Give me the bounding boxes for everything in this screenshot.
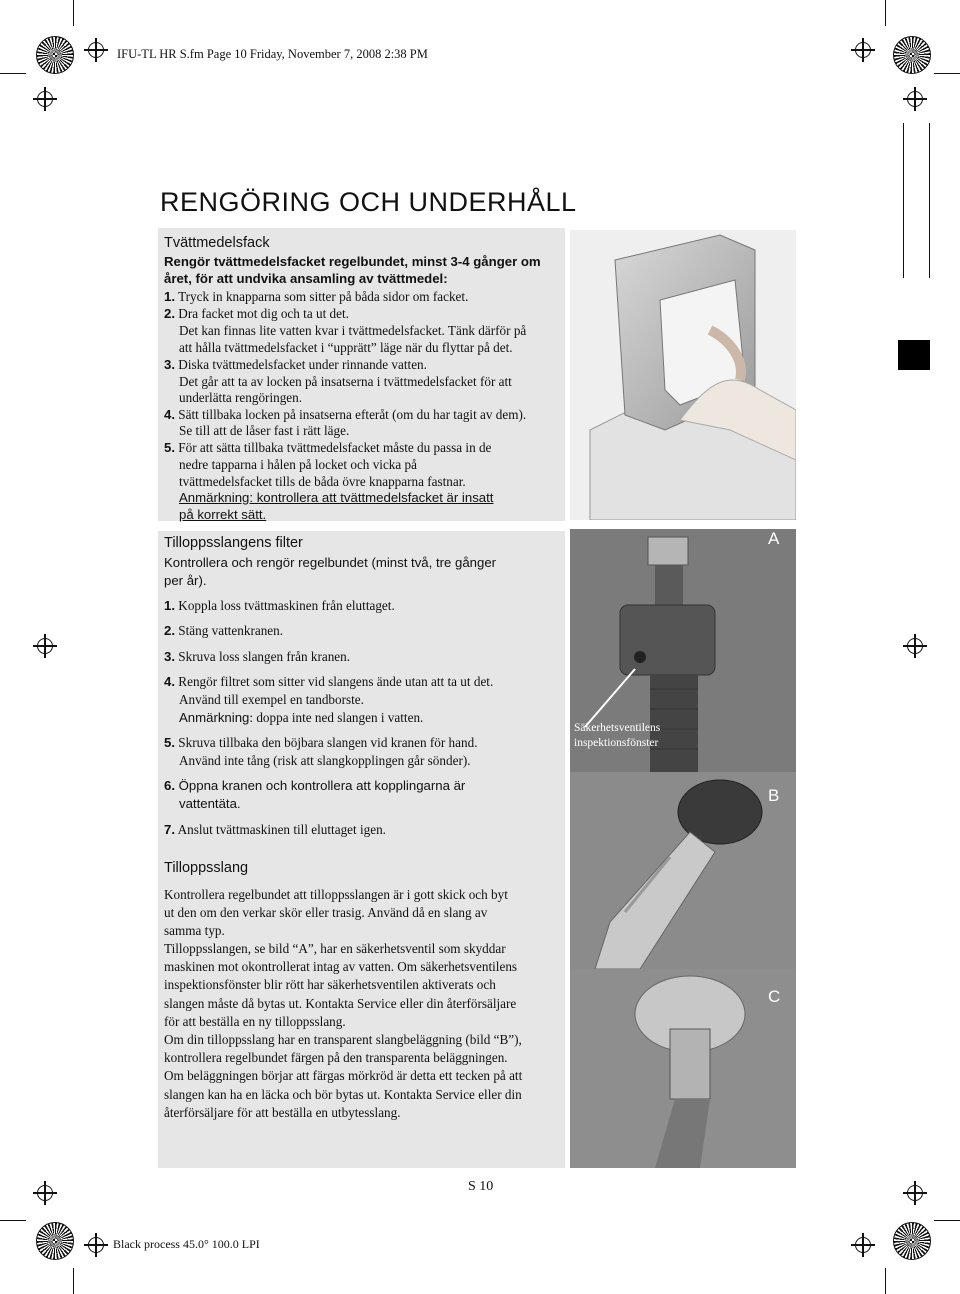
step-text: Det kan finnas lite vatten kvar i tvättmedelsfacket. Tänk därför på: [179, 323, 527, 338]
star-target-icon: [36, 1222, 74, 1260]
step-item: 5. För att sätta tillbaka tvättmedelsfacket måste du passa in de: [164, 440, 492, 455]
crop-line: [885, 0, 886, 26]
hose-end-photo: [570, 969, 796, 1168]
thumb-tab-line: [929, 123, 930, 278]
note-text: på korrekt sätt.: [179, 507, 267, 522]
body-text: ut den om den verkar skör eller trasig. Använd då en slang av: [164, 905, 488, 920]
step-note: Anmärkning: doppa inte ned slangen i vatten.: [179, 710, 424, 725]
body-text: slangen kan ha en läcka och bör bytas ut. Kontakta Service eller din: [164, 1087, 522, 1102]
hose-valve-photo: [570, 529, 796, 772]
step-item: 4. Sätt tillbaka locken på insatserna efteråt (om du har tagit av dem).: [164, 407, 527, 422]
washing-machine-illustration: [570, 230, 796, 520]
step-item: 2. Dra facket mot dig och ta ut det.: [164, 306, 349, 321]
hose-end-illustration: [570, 969, 796, 1168]
registration-mark-icon: [84, 38, 108, 62]
step-item: 2. Stäng vattenkranen.: [164, 623, 284, 638]
body-text: samma typ.: [164, 923, 225, 938]
thumb-index-tab: [898, 340, 930, 370]
section-heading: Tilloppsslang: [164, 860, 249, 876]
step-text: att hålla tvättmedelsfacket i “upprätt” läge när du flyttar på det.: [179, 340, 513, 355]
page-number: S 10: [468, 1179, 494, 1194]
body-text: kontrollera regelbundet färgen på den transparenta beläggningen.: [164, 1050, 508, 1065]
step-text: Det går att ta av locken på insatserna i tvättmedelsfacket för att: [179, 374, 512, 389]
step-text: Använd till exempel en tandborste.: [179, 692, 364, 707]
crop-line: [73, 0, 74, 26]
body-text: slangen måste då bytas ut. Kontakta Service eller din återförsäljare: [164, 996, 517, 1011]
registration-mark-icon: [33, 1181, 57, 1205]
step-text: Se till att de låser fast i rätt läge.: [179, 423, 350, 438]
hose-coating-illustration: [570, 772, 796, 969]
body-text: Om din tilloppsslang har en transparent slangbeläggning (bild “B”),: [164, 1032, 522, 1047]
step-item: 1. Tryck in knapparna som sitter på båda sidor om facket.: [164, 289, 469, 304]
body-text: Kontrollera regelbundet att tilloppsslangen är i gott skick och byt: [164, 887, 508, 902]
registration-mark-icon: [903, 634, 927, 658]
body-text: Tilloppsslangen, se bild “A”, har en säkerhetsventil som skyddar: [164, 941, 506, 956]
thumb-tab-line: [903, 123, 904, 278]
step-text: nedre tapparna i hålen på locket och vicka på: [179, 457, 417, 472]
figure-label: B: [768, 786, 780, 805]
step-text: vattentäta.: [179, 796, 241, 811]
crop-line: [885, 1268, 886, 1294]
body-text: återförsäljare för att beställa en utbytesslang.: [164, 1105, 401, 1120]
body-text: inspektionsfönster blir rött har säkerhetsventilen aktiverats och: [164, 977, 496, 992]
transparent-hose-photo: [570, 772, 796, 969]
intro-text: Kontrollera och rengör regelbundet (minst två, tre gånger: [164, 555, 497, 570]
star-target-icon: [36, 36, 74, 74]
note-text: Anmärkning: kontrollera att tvättmedelsfacket är insatt: [179, 490, 494, 505]
step-item: 4. Rengör filtret som sitter vid slangens ände utan att ta ut det.: [164, 674, 494, 689]
section-heading: Tvättmedelsfack: [164, 235, 270, 251]
intro-text: Rengör tvättmedelsfacket regelbundet, minst 3-4 gånger om: [164, 254, 541, 269]
intro-text: per år).: [164, 573, 207, 588]
registration-mark-icon: [903, 87, 927, 111]
registration-mark-icon: [903, 1181, 927, 1205]
figure-label: C: [768, 987, 781, 1006]
registration-mark-icon: [851, 38, 875, 62]
star-target-icon: [893, 1222, 931, 1260]
crop-line: [934, 73, 960, 74]
step-item: 5. Skruva tillbaka den böjbara slangen vid kranen för hand.: [164, 735, 478, 750]
print-header: IFU-TL HR S.fm Page 10 Friday, November 7, 2008 2:38 PM: [117, 47, 428, 61]
section-heading: Tilloppsslangens filter: [164, 535, 303, 551]
intro-text: året, för att undvika ansamling av tvättmedel:: [164, 271, 448, 286]
step-item: 3. Skruva loss slangen från kranen.: [164, 649, 351, 664]
page-title: RENGÖRING OCH UNDERHÅLL: [160, 187, 577, 217]
step-text: underlätta rengöringen.: [179, 390, 303, 405]
crop-line: [0, 73, 26, 74]
body-text: maskinen mot okontrollerat intag av vatten. Om säkerhetsventilens: [164, 959, 518, 974]
step-text: Använd inte tång (risk att slangkopplingen går sönder).: [179, 753, 471, 768]
step-item: 1. Koppla loss tvättmaskinen från eluttaget.: [164, 598, 395, 613]
detergent-drawer-photo: [570, 230, 796, 520]
body-text: för att beställa en ny tilloppsslang.: [164, 1014, 346, 1029]
registration-mark-icon: [33, 87, 57, 111]
body-text: Om beläggningen börjar att färgas mörkröd är detta ett tecken på att: [164, 1068, 523, 1083]
crop-line: [934, 1220, 960, 1221]
step-text: tvättmedelsfacket tills de båda övre knapparna fastnar.: [179, 474, 466, 489]
figure-label: A: [768, 529, 780, 548]
step-item: 7. Anslut tvättmaskinen till eluttaget igen.: [164, 822, 386, 837]
registration-mark-icon: [33, 634, 57, 658]
step-item: 3. Diska tvättmedelsfacket under rinnande vatten.: [164, 357, 427, 372]
figure-caption: Säkerhetsventilens inspektionsfönster: [574, 722, 661, 749]
crop-line: [0, 1220, 26, 1221]
registration-mark-icon: [84, 1233, 108, 1257]
star-target-icon: [893, 36, 931, 74]
print-footer: Black process 45.0° 100.0 LPI: [113, 1237, 260, 1251]
crop-line: [73, 1268, 74, 1294]
registration-mark-icon: [851, 1233, 875, 1257]
step-item: 6. Öppna kranen och kontrollera att kopplingarna är: [164, 778, 466, 793]
